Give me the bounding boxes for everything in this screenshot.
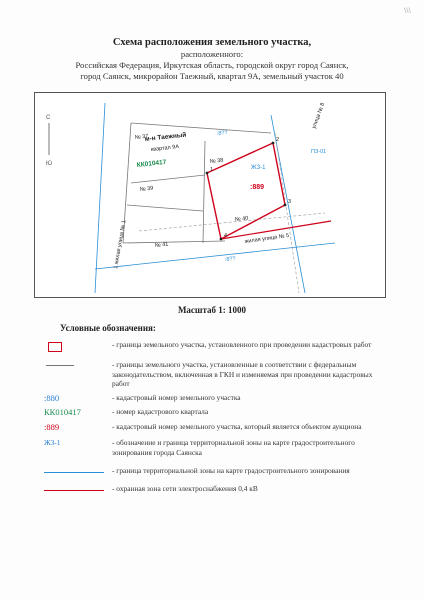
header-line-2: Российская Федерация, Иркутская область, городской округ город Саянск, [75,60,349,70]
survey-point [206,172,209,175]
parcel-label-38: № 38 [209,157,224,165]
legend-symbol-line-red [44,490,104,491]
street-edge-bottom [139,213,325,231]
cadastral-number-top: :8?? [216,129,228,137]
page-title: Схема расположения земельного участка, [112,37,312,48]
cadastral-number-bottom: :8?? [224,255,236,263]
parcel-label-37: № 37 [134,133,149,141]
street-label-left: 1 жилая улица № 1 [113,219,128,270]
district-label: м-н Таежный [144,131,187,143]
legend-symbol-line-blue [44,472,104,473]
zone-boundary-left [95,103,105,293]
street-label-bottom: жилая улица № 5 [244,232,290,245]
legend-text: - номер кадастрового квартала [112,407,209,416]
survey-point-label: 2 [276,137,280,143]
legend-item [44,484,384,510]
parcel-boundary-mid-2 [127,205,203,211]
parcel-label-39: № 39 [139,185,154,193]
header-line-3: город Саянск, микрорайон Таежный, квартал 9А, земельный участок 40 [80,71,344,81]
legend-symbol-line-grey [46,365,74,366]
street-edge-right [275,133,299,293]
corner-mark: \\\ [404,6,411,15]
parcel-boundary-bottom [123,241,225,243]
survey-point [284,204,287,207]
legend-symbol-text: КК010417 [44,407,81,417]
legend-text: - обозначение и граница территориальной зоны на карте градостроительного зонирования города Саянска [112,438,355,457]
legend-symbol [44,484,88,498]
survey-point-label: 1 [210,167,214,173]
legend-symbol [44,466,88,480]
legend-symbol [44,407,88,421]
survey-point-label: 4 [224,233,228,239]
survey-point [220,238,223,241]
parcel-boundary-top [131,123,271,133]
cadastral-number-selected: :889 [250,184,265,191]
legend-text: - кадастровый номер земельного участка, который является объектом аукциона [112,422,362,431]
parcel-boundary-mid-1 [131,175,205,183]
zone-label-left: ЖЗ-1 [251,165,266,171]
legend-symbol [44,438,88,452]
parcel-boundary-vertical [203,141,205,243]
legend-text: - граница земельного участка, установленного при проведении кадастровых работ [112,340,372,349]
zone-boundary-bottom [95,243,335,269]
parcel-label-41: № 41 [154,241,169,249]
scale-label: Масштаб 1: 1000 [177,305,247,315]
legend-item [44,360,384,386]
legend-symbol [44,360,88,374]
header-line-1: расположенного: [180,49,244,59]
legend-symbol-box-red [48,342,62,352]
legend-symbol-text: :889 [44,422,60,432]
parcel-label-40: № 40 [234,215,249,223]
legend-symbol-text: :880 [44,393,60,403]
zone-label-right: ПЗ-01 [311,149,327,155]
legend-symbol [44,393,88,407]
survey-point-label: 3 [288,199,292,205]
legend-symbol [44,340,88,354]
map-canvas [35,93,385,297]
header [0,36,424,82]
legend-text: - граница территориальной зоны на карте градостроительного зонирования [112,466,350,475]
legend-text: - охранная зона сети электроснабжения 0,4 кВ [112,484,258,493]
quarter-label: квартал 9А [150,144,180,153]
map-frame [34,92,386,298]
legend-text: - кадастровый номер земельного участка [112,393,241,402]
quarter-number-label: КК010417 [136,158,167,169]
south-letter: Ю [46,161,53,167]
street-label-right: улица № 8 [311,102,327,130]
legend-title: Условные обозначения: [60,323,156,333]
legend-symbol [44,422,88,436]
survey-point [272,142,275,145]
north-letter: С [46,115,51,121]
legend-symbol-text: ЖЗ-1 [44,438,61,447]
legend-item [44,438,384,464]
legend-text: - границы земельного участка, установленные в соответствии с федеральным законодательством, включенная в ГКН и изменяемая при проведении кадастровых работ [112,360,373,388]
